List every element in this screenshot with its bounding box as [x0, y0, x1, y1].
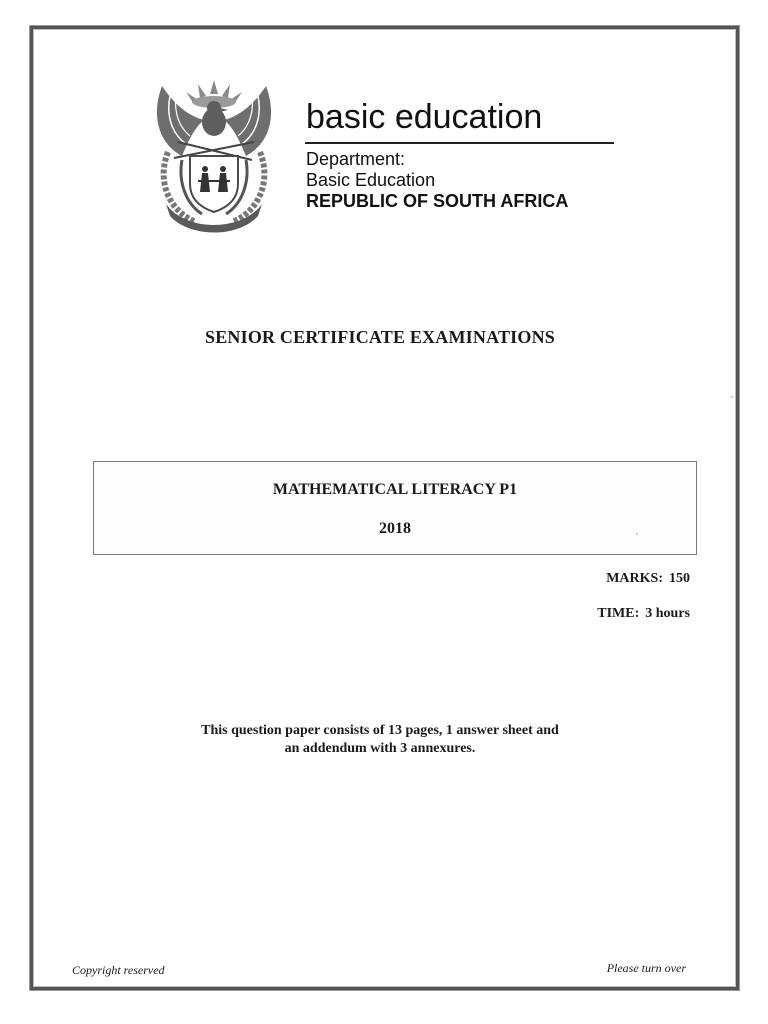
copyright-footer: Copyright reserved — [72, 963, 165, 977]
brand-underline — [305, 142, 614, 144]
scan-speck — [636, 533, 638, 535]
subject-title: MATHEMATICAL LITERACY P1 — [272, 481, 518, 498]
paper-info-note — [0, 722, 760, 758]
time-label: TIME: — [597, 606, 640, 621]
brand-title: basic education — [306, 98, 543, 136]
marks-label: MARKS: — [606, 571, 663, 586]
scan-speck — [731, 396, 733, 398]
paper-info-line-1: This question paper consists of 13 pages, 1 answer sheet and — [201, 723, 559, 738]
marks-row — [606, 571, 690, 587]
department-name: Basic Education — [306, 170, 436, 190]
paper-info-line-2: an addendum with 3 annexures. — [284, 741, 476, 756]
turn-over-footer: Please turn over — [606, 961, 686, 975]
country-name: REPUBLIC OF SOUTH AFRICA — [306, 191, 569, 211]
time-row — [597, 606, 690, 622]
subject-box — [93, 461, 697, 555]
exam-year: 2018 — [379, 520, 411, 537]
department-label: Department: — [306, 149, 406, 169]
time-value: 3 hours — [645, 606, 690, 621]
marks-value: 150 — [669, 571, 690, 586]
coat-of-arms-icon — [148, 72, 280, 236]
exam-type-heading: SENIOR CERTIFICATE EXAMINATIONS — [205, 327, 555, 347]
